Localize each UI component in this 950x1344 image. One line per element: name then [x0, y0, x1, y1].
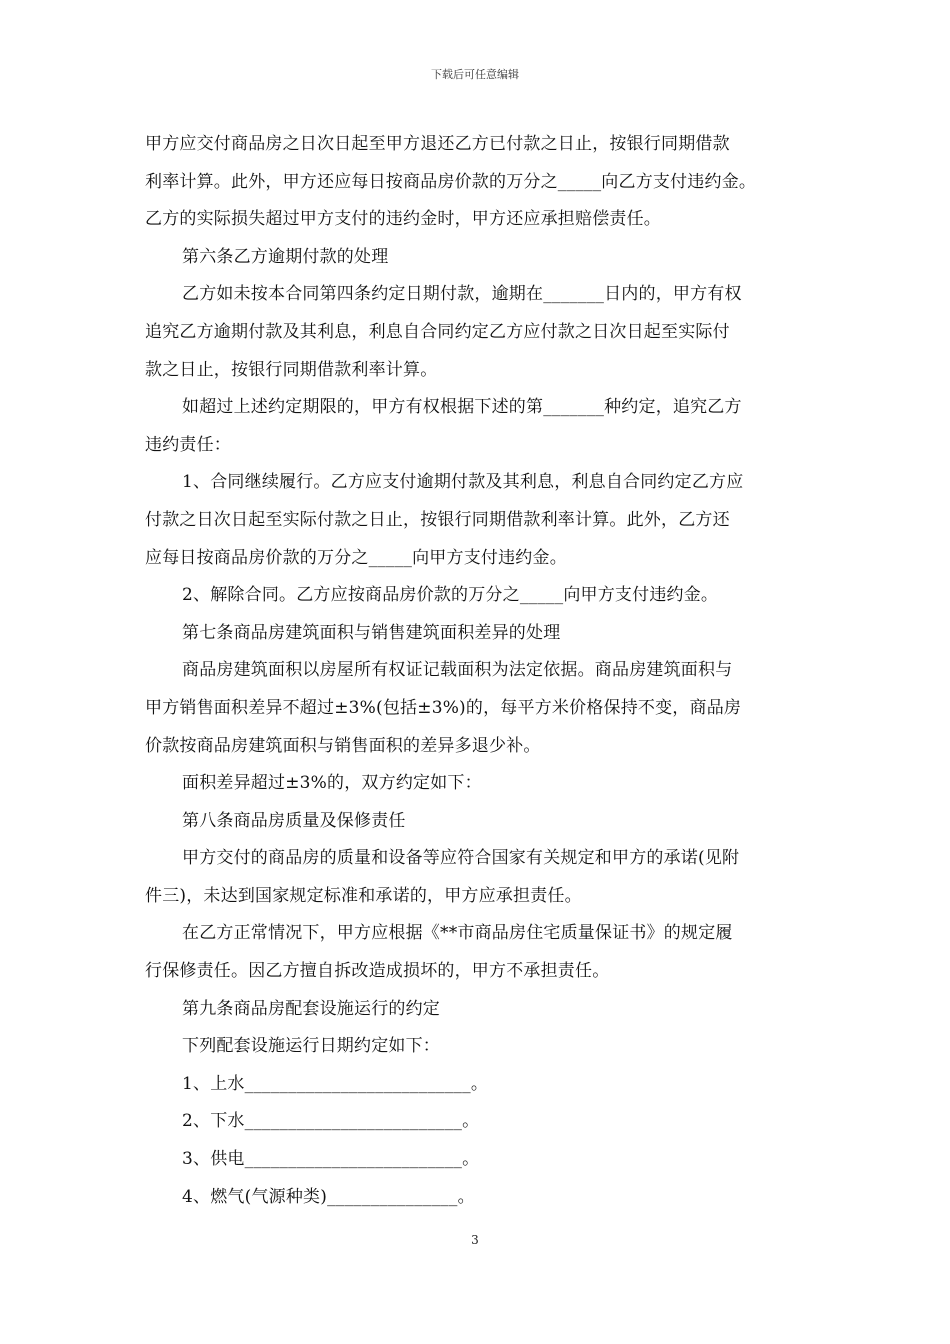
section-heading-8: 第八条商品房质量及保修责任 — [182, 810, 406, 831]
section-heading-7: 第七条商品房建筑面积与销售建筑面积差异的处理 — [182, 622, 561, 643]
paragraph-line: 付款之日次日起至实际付款之日止，按银行同期借款利率计算。此外，乙方还 — [145, 509, 730, 530]
paragraph-line: 应每日按商品房价款的万分之_____向甲方支付违约金。 — [145, 547, 567, 568]
paragraph-line: 在乙方正常情况下，甲方应根据《**市商品房住宅质量保证书》的规定履 — [182, 923, 733, 944]
list-item: 4、燃气(气源种类)_______________。 — [182, 1186, 475, 1207]
list-item: 3、供电_________________________。 — [182, 1149, 480, 1170]
paragraph-line: 利率计算。此外，甲方还应每日按商品房价款的万分之_____向乙方支付违约金。 — [145, 171, 757, 192]
paragraph-line: 甲方销售面积差异不超过±3%(包括±3%)的，每平方米价格保持不变，商品房 — [145, 697, 742, 718]
paragraph-line: 乙方如未按本合同第四条约定日期付款，逾期在_______日内的，甲方有权 — [182, 284, 742, 305]
list-item: 1、上水__________________________。 — [182, 1073, 489, 1094]
list-item: 2、下水_________________________。 — [182, 1111, 480, 1132]
paragraph-line: 甲方交付的商品房的质量和设备等应符合国家有关规定和甲方的承诺(见附 — [182, 848, 740, 869]
paragraph-line: 如超过上述约定期限的，甲方有权根据下述的第_______种约定，追究乙方 — [182, 397, 742, 418]
section-heading-6: 第六条乙方逾期付款的处理 — [182, 246, 389, 267]
list-item: 2、解除合同。乙方应按商品房价款的万分之_____向甲方支付违约金。 — [182, 585, 719, 606]
paragraph-line: 商品房建筑面积以房屋所有权证记载面积为法定依据。商品房建筑面积与 — [182, 660, 733, 681]
paragraph-line: 面积差异超过±3%的，双方约定如下： — [182, 773, 482, 794]
paragraph-line: 违约责任： — [145, 434, 231, 455]
paragraph-line: 价款按商品房建筑面积与销售面积的差异多退少补。 — [145, 735, 541, 756]
paragraph-line: 行保修责任。因乙方擅自拆改造成损坏的，甲方不承担责任。 — [145, 961, 610, 982]
paragraph-line: 件三)，未达到国家规定标准和承诺的，甲方应承担责任。 — [145, 885, 582, 906]
paragraph-line: 乙方的实际损失超过甲方支付的违约金时，甲方还应承担赔偿责任。 — [145, 209, 661, 230]
page-header: 下载后可任意编辑 — [431, 68, 519, 81]
document-body — [145, 126, 815, 1216]
paragraph-line: 下列配套设施运行日期约定如下： — [182, 1036, 440, 1057]
page-number: 3 — [471, 1233, 479, 1247]
list-item: 1、合同继续履行。乙方应支付逾期付款及其利息，利息自合同约定乙方应 — [182, 472, 744, 493]
paragraph-line: 甲方应交付商品房之日次日起至甲方退还乙方已付款之日止，按银行同期借款 — [145, 134, 730, 154]
paragraph-line: 追究乙方逾期付款及其利息，利息自合同约定乙方应付款之日次日起至实际付 — [145, 321, 730, 342]
section-heading-9: 第九条商品房配套设施运行的约定 — [182, 998, 440, 1019]
paragraph-line: 款之日止，按银行同期借款利率计算。 — [145, 359, 438, 380]
